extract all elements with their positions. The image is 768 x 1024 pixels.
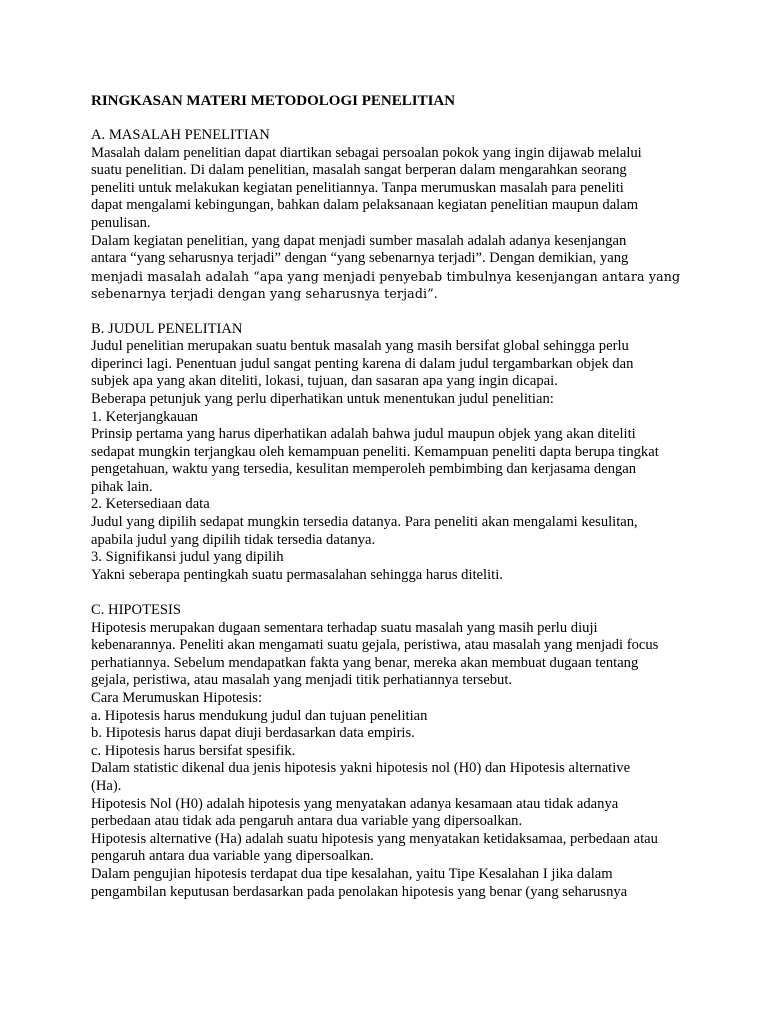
text-line: Yakni seberapa pentingkah suatu permasalahan sehingga harus diteliti. [91, 566, 503, 583]
text-line: dapat mengalami kebingungan, bahkan dalam pelaksanaan kegiatan penelitian maupun dalam [91, 197, 639, 214]
text-line: perbedaan atau tidak ada pengaruh antara dua variable yang dipersoalkan. [91, 813, 523, 830]
text-line: Judul yang dipilih sedapat mungkin tersedia datanya. Para peneliti akan mengalami kesulitan, [91, 514, 638, 531]
text-line: (Ha). [91, 777, 122, 794]
text-line: perhatiannya. Sebelum mendapatkan fakta yang benar, mereka akan membuat dugaan tentang [91, 654, 639, 671]
section-body [91, 620, 691, 902]
text-line: peneliti untuk melakukan kegiatan penelitiannya. Tanpa merumuskan masalah para peneliti [91, 179, 624, 196]
text-line: diperinci lagi. Penentuan judul sangat penting karena di dalam judul tergambarkan objek dan [91, 355, 634, 372]
text-line: sedapat mungkin terjangkau oleh kemampuan peneliti. Kemampuan peneliti dapta berupa tingkat [91, 443, 659, 460]
text-line: pengaruh antara dua variable yang dipersoalkan. [91, 848, 374, 865]
text-line: pengetahuan, waktu yang tersedia, kesulitan memperoleh pembimbing dan kerjasama dengan [91, 461, 637, 478]
section-body [91, 145, 691, 303]
document-body [91, 92, 691, 919]
text-line: antara “yang seharusnya terjadi” dengan “yang sebenarnya terjadi”. Dengan demikian, yang [91, 250, 629, 267]
section-heading: C. HIPOTESIS [91, 602, 182, 619]
text-line: Hipotesis Nol (H0) adalah hipotesis yang menyatakan adanya kesamaan atau tidak adanya [91, 795, 619, 812]
list-item: b. Hipotesis harus dapat diuji berdasarkan data empiris. [91, 725, 415, 742]
text-line: Masalah dalam penelitian dapat diartikan sebagai persoalan pokok yang ingin dijawab melalui [91, 144, 642, 161]
section-body [91, 338, 691, 584]
text-line: gejala, peristiwa, atau masalah yang menjadi titik perhatiannya tersebut. [91, 672, 513, 689]
list-item-heading: 1. Keterjangkauan [91, 408, 198, 425]
text-line: Beberapa petunjuk yang perlu diperhatikan untuk menentukan judul penelitian: [91, 390, 554, 407]
text-line: subjek apa yang akan diteliti, lokasi, tujuan, dan sasaran apa yang ingin dicapai. [91, 373, 558, 390]
text-line: Hipotesis alternative (Ha) adalah suatu hipotesis yang menyatakan ketidaksamaa, perbedaan atau [91, 830, 658, 847]
text-line: menjadi masalah adalah “apa yang menjadi penyebab timbulnya kesenjangan antara yang [91, 268, 681, 284]
text-line: pihak lain. [91, 478, 153, 495]
section-heading: B. JUDUL PENELITIAN [91, 320, 243, 337]
text-line: Hipotesis merupakan dugaan sementara terhadap suatu masalah yang masih perlu diuji [91, 619, 598, 636]
list-item: c. Hipotesis harus bersifat spesifik. [91, 742, 296, 759]
text-line: Dalam kegiatan penelitian, yang dapat menjadi sumber masalah adalah adanya kesenjangan [91, 232, 627, 249]
text-line: sebenarnya terjadi dengan yang seharusnya terjadi”. [91, 286, 438, 302]
list-item-heading: 3. Signifikansi judul yang dipilih [91, 549, 284, 566]
section-hipotesis [91, 602, 691, 901]
text-line: pengambilan keputusan berdasarkan pada penolakan hipotesis yang benar (yang seharusnya [91, 883, 628, 900]
list-item-heading: 2. Ketersediaan data [91, 496, 210, 513]
text-line: Dalam statistic dikenal dua jenis hipotesis yakni hipotesis nol (H0) dan Hipotesis alternative [91, 760, 631, 777]
section-heading: A. MASALAH PENELITIAN [91, 127, 270, 143]
section-judul-penelitian [91, 321, 691, 585]
text-line: penulisan. [91, 214, 151, 231]
document-title: RINGKASAN MATERI METODOLOGI PENELITIAN [91, 93, 456, 109]
text-line: apabila judul yang dipilih tidak tersedia datanya. [91, 531, 376, 548]
text-line: Cara Merumuskan Hipotesis: [91, 690, 263, 706]
text-line: Judul penelitian merupakan suatu bentuk masalah yang masih bersifat global sehingga perlu [91, 338, 629, 355]
text-line: Prinsip pertama yang harus diperhatikan adalah bahwa judul maupun objek yang akan diteliti [91, 426, 636, 443]
text-line: kebenarannya. Peneliti akan mengamati suatu gejala, peristiwa, atau masalah yang menjadi focus [91, 637, 659, 654]
text-line: Dalam pengujian hipotesis terdapat dua tipe kesalahan, yaitu Tipe Kesalahan I jika dalam [91, 865, 613, 882]
list-item: a. Hipotesis harus mendukung judul dan tujuan penelitian [91, 707, 428, 724]
section-masalah-penelitian [91, 127, 691, 303]
text-line: suatu penelitian. Di dalam penelitian, masalah sangat berperan dalam mengarahkan seorang [91, 162, 627, 179]
